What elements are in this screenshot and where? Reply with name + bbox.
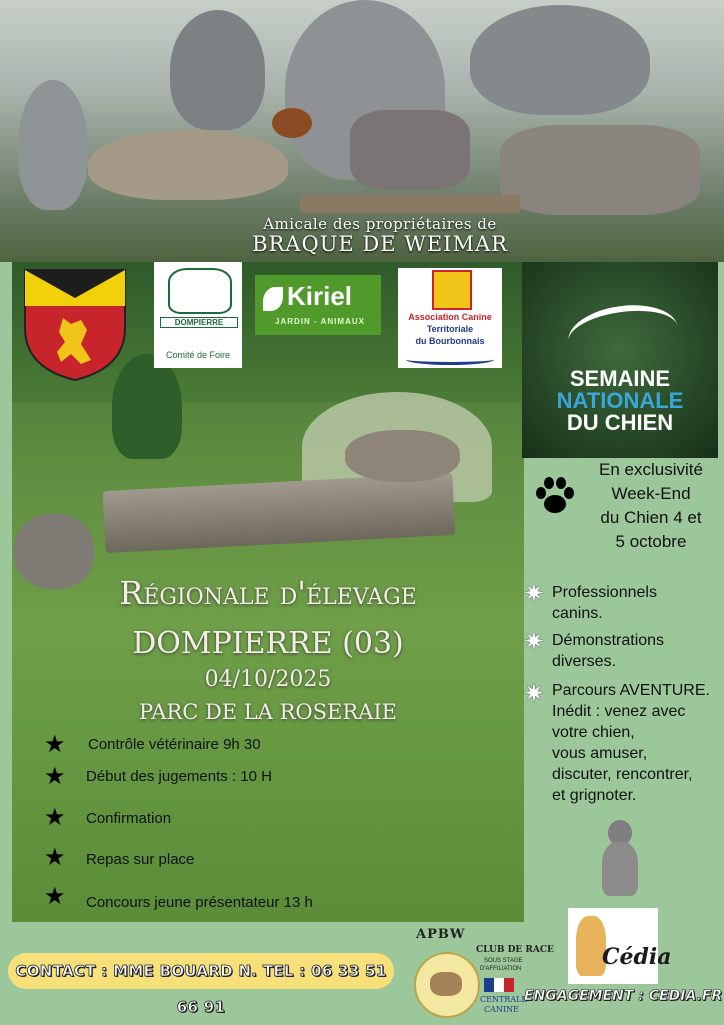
activity-3-line1: Parcours AVENTURE. bbox=[552, 682, 710, 699]
semaine-label: SEMAINE bbox=[569, 366, 671, 391]
dog-image-lying bbox=[88, 130, 288, 200]
cedia-logo bbox=[568, 908, 672, 984]
star-icon: ★ bbox=[44, 844, 66, 871]
engagement-label: ENGAGEMENT : CEDIA.FR bbox=[524, 988, 723, 1004]
dompierre-logo bbox=[154, 262, 242, 368]
schedule-item-3: Confirmation bbox=[86, 810, 172, 827]
activity-3 bbox=[552, 680, 710, 806]
apbw-emblem bbox=[414, 952, 480, 1018]
association-line2: Territoriale bbox=[426, 324, 474, 334]
association-line1: Association Canine bbox=[408, 312, 492, 322]
log-bench bbox=[103, 473, 456, 553]
sparkle-icon: ✷ bbox=[523, 678, 545, 708]
nationale-label: NATIONALE bbox=[556, 388, 684, 413]
event-location: DOMPIERRE (03) bbox=[132, 626, 404, 661]
dog-image-left-sitting bbox=[18, 80, 88, 210]
exclusivity-block bbox=[578, 458, 724, 554]
centrale-line1: CENTRALE bbox=[480, 995, 528, 1004]
leaf-icon bbox=[263, 287, 283, 311]
activity-3-line4: vous amuser, bbox=[552, 745, 648, 762]
schedule-item-2: Début des jugements : 10 H bbox=[86, 768, 272, 785]
star-icon: ★ bbox=[44, 763, 66, 790]
sparkle-icon: ✷ bbox=[523, 578, 545, 608]
activity-3-line6: et grignoter. bbox=[552, 787, 637, 804]
event-venue: PARC DE LA ROSERAIE bbox=[139, 700, 397, 724]
event-date: 04/10/2025 bbox=[204, 667, 332, 692]
header-title-line1: Amicale des propriétaires de bbox=[263, 215, 497, 233]
header-banner bbox=[0, 0, 724, 262]
wood-platform bbox=[300, 195, 520, 213]
cedia-label: Cédia bbox=[602, 944, 672, 970]
activity-1 bbox=[552, 582, 657, 624]
schedule-item-1: Contrôle vétérinaire 9h 30 bbox=[88, 736, 261, 753]
event-title: Régionale d'élevage bbox=[119, 574, 417, 612]
activity-3-line2: Inédit : venez avec bbox=[552, 703, 686, 720]
coat-of-arms-icon bbox=[23, 268, 127, 382]
schedule-item-5: Concours jeune présentateur 13 h bbox=[86, 894, 313, 911]
dog-image-head-right bbox=[470, 5, 650, 115]
star-icon: ★ bbox=[44, 883, 66, 910]
association-swoosh bbox=[406, 354, 494, 365]
club-line2: SOUS STAGE bbox=[484, 958, 523, 964]
semaine-nationale-logo bbox=[522, 262, 718, 458]
club-line1: CLUB DE RACE bbox=[476, 945, 554, 955]
exclusivity-line1: En exclusivité bbox=[599, 460, 703, 479]
star-icon: ★ bbox=[44, 731, 66, 758]
bird-image bbox=[272, 108, 312, 138]
activity-1-line1: Professionnels bbox=[552, 584, 657, 601]
exclusivity-line3: du Chien 4 et bbox=[600, 508, 702, 527]
activity-1-line2: canins. bbox=[552, 605, 603, 622]
cow-icon bbox=[168, 268, 232, 314]
puppy-image bbox=[596, 820, 646, 898]
paw-icon bbox=[533, 476, 577, 516]
dog-image-standing-right bbox=[500, 125, 700, 215]
association-emblem bbox=[432, 270, 472, 310]
dog-image-standing-center bbox=[350, 110, 470, 190]
contact-banner: CONTACT : MME BOUARD N. TEL : 06 33 51 66 91 bbox=[8, 953, 394, 989]
activity-3-line3: votre chien, bbox=[552, 724, 635, 741]
kiriel-label: Kiriel bbox=[287, 281, 353, 311]
comite-label: Comité de Foire bbox=[165, 350, 231, 360]
centrale-line2: CANINE bbox=[484, 1005, 519, 1014]
activity-2-line2: diverses. bbox=[552, 653, 617, 670]
header-title-line2: BRAQUE DE WEIMAR bbox=[252, 232, 508, 256]
dog-silhouette-icon bbox=[565, 299, 682, 370]
dompierre-label: DOMPIERRE bbox=[160, 317, 238, 328]
du-chien-label: DU CHIEN bbox=[566, 410, 674, 435]
exclusivity-line4: 5 octobre bbox=[615, 532, 687, 551]
sparkle-icon: ✷ bbox=[523, 626, 545, 656]
dog-image-head-left bbox=[170, 10, 265, 130]
schedule-item-4: Repas sur place bbox=[86, 851, 195, 868]
kiriel-logo bbox=[255, 275, 381, 335]
activity-2-line1: Démonstrations bbox=[552, 632, 665, 649]
activity-2 bbox=[552, 630, 664, 672]
association-line3: du Bourbonnais bbox=[415, 336, 485, 346]
centrale-canine-logo bbox=[484, 978, 514, 992]
association-canine-logo bbox=[398, 268, 502, 368]
rock-top bbox=[345, 430, 460, 482]
star-icon: ★ bbox=[44, 804, 66, 831]
apbw-label: APBW bbox=[416, 927, 466, 942]
kiriel-sub-label: JARDIN - ANIMAUX bbox=[275, 317, 365, 326]
activity-3-line5: discuter, rencontrer, bbox=[552, 766, 693, 783]
exclusivity-line2: Week-End bbox=[611, 484, 691, 503]
club-line3: D'AFFILIATION bbox=[480, 966, 522, 972]
